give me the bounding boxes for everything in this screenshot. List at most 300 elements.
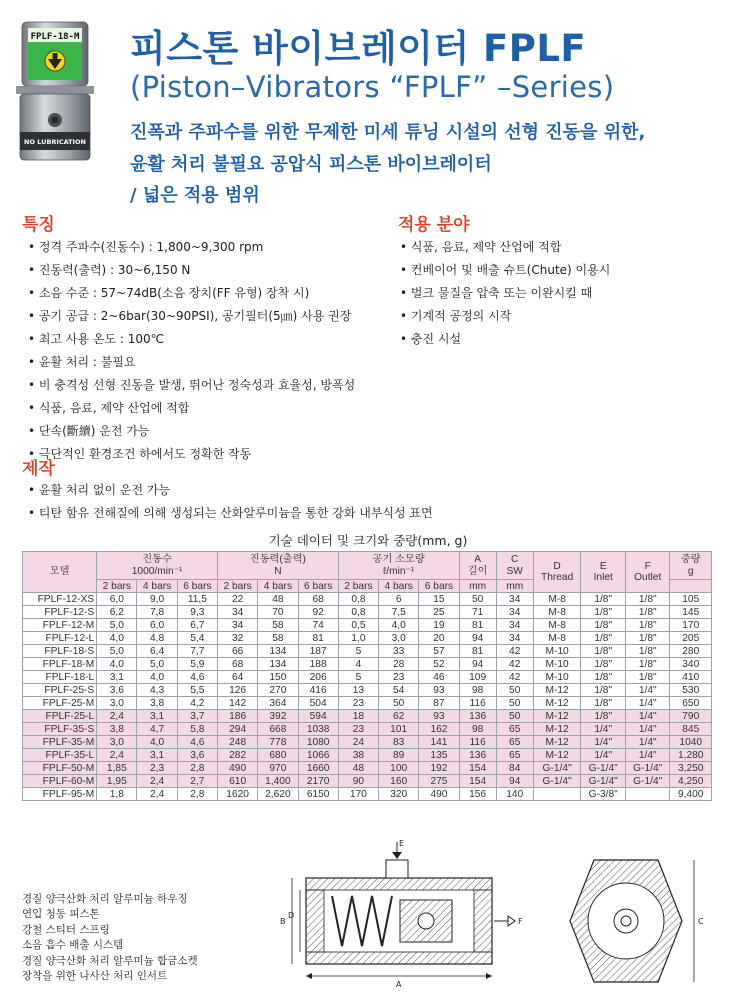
table-cell: 4,0 xyxy=(379,619,419,632)
applications-list xyxy=(400,238,610,353)
table-cell: 101 xyxy=(379,723,419,736)
table-cell: G-3/8" xyxy=(581,788,626,801)
table-cell: 9,0 xyxy=(137,593,177,606)
table-cell: 34 xyxy=(496,619,533,632)
table-row xyxy=(23,606,712,619)
table-cell: 1/8" xyxy=(581,671,626,684)
table-cell: 3,250 xyxy=(670,762,712,775)
table-cell: 46 xyxy=(419,671,459,684)
table-cell: 116 xyxy=(459,736,496,749)
table-cell: 1/8" xyxy=(581,593,626,606)
model-cell: FPLF-12-S xyxy=(23,606,97,619)
table-cell: 1/8" xyxy=(581,645,626,658)
table-cell: 50 xyxy=(496,710,533,723)
table-cell: 42 xyxy=(496,658,533,671)
table-cell: 66 xyxy=(217,645,257,658)
table-cell: 1,95 xyxy=(97,775,137,788)
feature-item: • 식품, 음료, 제약 산업에 적합 xyxy=(28,399,355,422)
table-cell: 1,8 xyxy=(97,788,137,801)
table-cell: M-10 xyxy=(533,671,581,684)
table-row xyxy=(23,671,712,684)
table-cell: 1/4" xyxy=(581,749,626,762)
table-cell: 2,4 xyxy=(97,749,137,762)
table-cell: 48 xyxy=(258,593,298,606)
table-cell: 9,3 xyxy=(177,606,217,619)
table-cell: 490 xyxy=(419,788,459,801)
table-cell: 530 xyxy=(670,684,712,697)
table-cell: 4,8 xyxy=(137,632,177,645)
table-cell: 490 xyxy=(217,762,257,775)
table-cell: 2170 xyxy=(298,775,338,788)
table-cell: 1/8" xyxy=(625,606,670,619)
header-bar: 4 bars xyxy=(258,580,298,593)
table-cell: 1/8" xyxy=(581,684,626,697)
table-cell: 1,85 xyxy=(97,762,137,775)
table-cell: 4,0 xyxy=(137,671,177,684)
part-item: 경질 양극산화 처리 알루미늄 하우징 xyxy=(22,893,188,905)
header-bar: 4 bars xyxy=(379,580,419,593)
table-cell: G-1/4" xyxy=(625,775,670,788)
table-cell: 416 xyxy=(298,684,338,697)
inlet-fitting xyxy=(386,860,408,878)
table-cell: 57 xyxy=(419,645,459,658)
table-cell: 1/8" xyxy=(625,658,670,671)
table-cell xyxy=(533,788,581,801)
model-cell: FPLF-18-M xyxy=(23,658,97,671)
model-cell: FPLF-95-M xyxy=(23,788,97,801)
header-weight-unit xyxy=(670,580,712,593)
table-cell: 1,280 xyxy=(670,749,712,762)
table-cell: 7,7 xyxy=(177,645,217,658)
table-cell: 1/4" xyxy=(625,684,670,697)
table-cell: 188 xyxy=(298,658,338,671)
table-cell: 5,5 xyxy=(177,684,217,697)
table-row xyxy=(23,788,712,801)
table-cell: 62 xyxy=(379,710,419,723)
table-cell: 22 xyxy=(217,593,257,606)
table-row xyxy=(23,658,712,671)
construction-item: • 윤활 처리 없이 운전 가능 xyxy=(28,481,433,504)
description-line: / 넓은 적용 범위 xyxy=(130,185,260,206)
part-item: 강철 스티터 스프링 xyxy=(22,923,110,936)
table-cell: 134 xyxy=(258,658,298,671)
table-cell: 192 xyxy=(419,762,459,775)
table-cell: 4,2 xyxy=(177,697,217,710)
table-cell: 206 xyxy=(298,671,338,684)
feature-item: • 극단적인 환경조건 하에서도 정확한 작동 xyxy=(28,445,355,468)
table-cell: 410 xyxy=(670,671,712,684)
table-cell: 2,3 xyxy=(137,762,177,775)
table-cell: 5,4 xyxy=(177,632,217,645)
table-cell: 1/4" xyxy=(625,710,670,723)
header-a: A 길이 xyxy=(459,552,496,580)
table-cell: 3,0 xyxy=(97,736,137,749)
table-cell: 92 xyxy=(298,606,338,619)
spec-table xyxy=(22,551,712,801)
header-bar: 6 bars xyxy=(298,580,338,593)
table-cell: 4 xyxy=(338,658,378,671)
table-cell: 1040 xyxy=(670,736,712,749)
table-cell: M-8 xyxy=(533,632,581,645)
table-cell: 50 xyxy=(379,697,419,710)
table-cell: 2,620 xyxy=(258,788,298,801)
table-cell: 11,5 xyxy=(177,593,217,606)
table-caption: 기술 데이터 및 크기와 중량(mm, g) xyxy=(268,533,468,548)
table-cell: 65 xyxy=(496,736,533,749)
table-cell: 5,0 xyxy=(97,645,137,658)
table-cell: 150 xyxy=(258,671,298,684)
table-row xyxy=(23,710,712,723)
table-cell: 6,2 xyxy=(97,606,137,619)
table-cell: 248 xyxy=(217,736,257,749)
features-list xyxy=(28,238,355,468)
feature-item: • 단속(斷續) 운전 가능 xyxy=(28,422,355,445)
model-cell: FPLF-18-L xyxy=(23,671,97,684)
table-cell: 275 xyxy=(419,775,459,788)
table-cell: 3,6 xyxy=(97,684,137,697)
table-cell: 81 xyxy=(298,632,338,645)
table-row xyxy=(23,593,712,606)
table-cell: 42 xyxy=(496,645,533,658)
table-cell: 109 xyxy=(459,671,496,684)
part-item: 경질 양극산화 처리 알루미늄 합금소켓 xyxy=(22,954,198,967)
header-e: E Inlet xyxy=(581,552,626,593)
table-cell: 71 xyxy=(459,606,496,619)
table-cell: 23 xyxy=(338,723,378,736)
table-cell: 42 xyxy=(496,671,533,684)
table-cell: 34 xyxy=(496,606,533,619)
table-cell: 4,0 xyxy=(97,632,137,645)
table-cell: 2,4 xyxy=(137,788,177,801)
table-cell: 135 xyxy=(419,749,459,762)
table-cell: 3,8 xyxy=(97,723,137,736)
table-cell: 205 xyxy=(670,632,712,645)
table-cell: 650 xyxy=(670,697,712,710)
table-cell: 7,8 xyxy=(137,606,177,619)
table-cell: 52 xyxy=(419,658,459,671)
header-bar: 2 bars xyxy=(338,580,378,593)
table-cell: 1660 xyxy=(298,762,338,775)
table-cell: M-8 xyxy=(533,593,581,606)
table-cell: 790 xyxy=(670,710,712,723)
table-cell: M-12 xyxy=(533,684,581,697)
table-cell: 145 xyxy=(670,606,712,619)
construction-item: • 티탄 함유 전해질에 의해 생성되는 산화알루미늄을 통한 강화 내부식성 표면 xyxy=(28,504,433,527)
photo-band-label: NO LUBRICATION xyxy=(24,138,86,146)
header-unit-mm: mm xyxy=(496,580,533,593)
table-cell: 1/4" xyxy=(625,749,670,762)
table-cell: 1/4" xyxy=(581,736,626,749)
model-cell: FPLF-25-L xyxy=(23,710,97,723)
table-cell: 24 xyxy=(338,736,378,749)
table-cell: M-12 xyxy=(533,697,581,710)
application-item: • 식품, 음료, 제약 산업에 적합 xyxy=(400,238,610,261)
header-frequency: 진동수 1000/min⁻¹ xyxy=(97,552,218,580)
table-cell: 4,7 xyxy=(137,723,177,736)
table-cell: 5,0 xyxy=(137,658,177,671)
table-cell: 34 xyxy=(217,606,257,619)
table-cell: M-12 xyxy=(533,749,581,762)
table-cell: 32 xyxy=(217,632,257,645)
features-title: 특징 xyxy=(22,215,55,235)
table-cell: 38 xyxy=(338,749,378,762)
table-cell: 186 xyxy=(217,710,257,723)
table-cell: 7,5 xyxy=(379,606,419,619)
table-cell: 50 xyxy=(496,684,533,697)
page-subtitle: (Piston–Vibrators “FPLF” –Series) xyxy=(130,70,615,104)
table-row xyxy=(23,775,712,788)
model-cell: FPLF-35-L xyxy=(23,749,97,762)
description-line: 윤활 처리 불필요 공압식 피스톤 바이브레이터 xyxy=(130,154,492,175)
table-cell: M-10 xyxy=(533,645,581,658)
label-a: A xyxy=(396,980,402,989)
table-cell: 270 xyxy=(258,684,298,697)
table-cell: 1/8" xyxy=(581,619,626,632)
description-line: 진폭과 주파수를 위한 무제한 미세 튜닝 시설의 선형 진동을 위한, xyxy=(130,122,646,143)
table-cell: 1/4" xyxy=(625,697,670,710)
table-row xyxy=(23,632,712,645)
table-cell: G-1/4" xyxy=(533,775,581,788)
table-cell: 50 xyxy=(496,697,533,710)
table-cell: 4,250 xyxy=(670,775,712,788)
application-item: • 컨베이어 및 배출 슈트(Chute) 이용시 xyxy=(400,261,610,284)
application-item: • 벌크 물질을 압축 또는 이완시킬 때 xyxy=(400,284,610,307)
label-f: F xyxy=(518,917,523,926)
table-cell: 1/8" xyxy=(625,645,670,658)
table-cell: M-12 xyxy=(533,736,581,749)
table-cell: 5,8 xyxy=(177,723,217,736)
table-cell: 1/4" xyxy=(581,723,626,736)
table-cell: 48 xyxy=(338,762,378,775)
table-cell: 4,0 xyxy=(137,736,177,749)
table-cell: 65 xyxy=(496,749,533,762)
model-cell: FPLF-60-M xyxy=(23,775,97,788)
table-cell xyxy=(625,788,670,801)
table-cell: 1038 xyxy=(298,723,338,736)
table-cell: 33 xyxy=(379,645,419,658)
table-cell: 87 xyxy=(419,697,459,710)
part-item: 장착을 위한 나사산 처리 인서트 xyxy=(22,969,168,982)
spec-table-body xyxy=(23,593,712,801)
table-cell: 3,1 xyxy=(97,671,137,684)
part-item: 소음 흡수 배출 시스템 xyxy=(22,939,124,952)
table-cell: M-8 xyxy=(533,619,581,632)
header-bar: 6 bars xyxy=(419,580,459,593)
table-cell: 81 xyxy=(459,645,496,658)
table-cell: 2,4 xyxy=(137,775,177,788)
table-cell: 778 xyxy=(258,736,298,749)
table-cell: 154 xyxy=(459,775,496,788)
table-cell: 105 xyxy=(670,593,712,606)
table-cell: 18 xyxy=(338,710,378,723)
table-cell: 668 xyxy=(258,723,298,736)
part-item: 연입 청동 피스톤 xyxy=(22,908,100,921)
table-cell: 50 xyxy=(459,593,496,606)
application-item: • 기계적 공정의 시작 xyxy=(400,307,610,330)
table-row xyxy=(23,749,712,762)
table-cell: 141 xyxy=(419,736,459,749)
table-cell: 116 xyxy=(459,697,496,710)
table-cell: 34 xyxy=(217,619,257,632)
table-cell: 1/8" xyxy=(581,606,626,619)
model-cell: FPLF-18-S xyxy=(23,645,97,658)
table-cell: 23 xyxy=(338,697,378,710)
table-cell: 25 xyxy=(419,606,459,619)
table-cell: 20 xyxy=(419,632,459,645)
table-cell: G-1/4" xyxy=(625,762,670,775)
header-model: 모델 xyxy=(23,552,97,593)
table-cell: 13 xyxy=(338,684,378,697)
table-cell: 2,4 xyxy=(97,710,137,723)
table-cell: 594 xyxy=(298,710,338,723)
table-cell: 136 xyxy=(459,710,496,723)
page-title: 피스톤 바이브레이터 FPLF xyxy=(130,27,587,70)
table-cell: 3,1 xyxy=(137,710,177,723)
table-cell: 100 xyxy=(379,762,419,775)
table-cell: 1/8" xyxy=(581,710,626,723)
table-cell: 34 xyxy=(496,632,533,645)
table-cell: M-12 xyxy=(533,723,581,736)
table-cell: 1/8" xyxy=(625,632,670,645)
table-cell: 1,400 xyxy=(258,775,298,788)
label-b: B xyxy=(280,917,286,926)
table-cell: 3,0 xyxy=(97,697,137,710)
header-air: 공기 소모량 ℓ/min⁻¹ xyxy=(338,552,459,580)
table-row xyxy=(23,697,712,710)
application-item: • 충진 시설 xyxy=(400,330,610,353)
header-bar: 6 bars xyxy=(177,580,217,593)
table-cell: 81 xyxy=(459,619,496,632)
table-cell: 3,0 xyxy=(379,632,419,645)
header-d: D Thread xyxy=(533,552,581,593)
table-cell: 162 xyxy=(419,723,459,736)
feature-item: • 비 충격성 선형 진동을 발생, 뛰어난 정숙성과 효율성, 방폭성 xyxy=(28,376,355,399)
table-cell: 58 xyxy=(258,632,298,645)
table-cell: 126 xyxy=(217,684,257,697)
table-cell: 23 xyxy=(379,671,419,684)
model-cell: FPLF-25-M xyxy=(23,697,97,710)
table-cell: 5,0 xyxy=(97,619,137,632)
table-cell: 845 xyxy=(670,723,712,736)
table-cell: 0,8 xyxy=(338,606,378,619)
table-cell: 19 xyxy=(419,619,459,632)
label-c: C xyxy=(698,917,704,926)
header-unit-mm: mm xyxy=(459,580,496,593)
model-cell: FPLF-12-XS xyxy=(23,593,97,606)
table-cell: 6,0 xyxy=(137,619,177,632)
parts-list xyxy=(22,891,198,983)
table-cell: 84 xyxy=(496,762,533,775)
label-e: E xyxy=(399,839,405,848)
table-cell: 98 xyxy=(459,723,496,736)
table-cell: 392 xyxy=(258,710,298,723)
feature-item: • 공기 공급 : 2~6bar(30~90PSI), 공기필터(5㎛) 사용 권장 xyxy=(28,307,355,330)
model-cell: FPLF-50-M xyxy=(23,762,97,775)
table-cell: 64 xyxy=(217,671,257,684)
feature-item: • 윤활 처리 : 불필요 xyxy=(28,353,355,376)
technical-drawing xyxy=(262,838,714,990)
header-f: F Outlet xyxy=(625,552,670,593)
table-cell: 170 xyxy=(338,788,378,801)
table-cell: 70 xyxy=(258,606,298,619)
table-cell: 610 xyxy=(217,775,257,788)
table-cell: 134 xyxy=(258,645,298,658)
table-cell: 9,400 xyxy=(670,788,712,801)
table-cell: 93 xyxy=(419,710,459,723)
table-cell: 187 xyxy=(298,645,338,658)
table-cell: 1,0 xyxy=(338,632,378,645)
table-cell: 364 xyxy=(258,697,298,710)
table-cell: 74 xyxy=(298,619,338,632)
header-force: 진동력(출력) N xyxy=(217,552,338,580)
table-cell: 4,0 xyxy=(97,658,137,671)
header-bar: 4 bars xyxy=(137,580,177,593)
construction-list xyxy=(28,481,433,527)
table-cell: 1620 xyxy=(217,788,257,801)
table-cell: M-12 xyxy=(533,710,581,723)
table-cell: 4,3 xyxy=(137,684,177,697)
table-cell: 5 xyxy=(338,645,378,658)
model-cell: FPLF-25-S xyxy=(23,684,97,697)
model-cell: FPLF-12-L xyxy=(23,632,97,645)
product-photo xyxy=(14,20,96,165)
table-cell: 54 xyxy=(379,684,419,697)
table-cell: 970 xyxy=(258,762,298,775)
table-cell: M-10 xyxy=(533,658,581,671)
header-c: C SW xyxy=(496,552,533,580)
table-cell: 280 xyxy=(670,645,712,658)
feature-item: • 진동력(출력) : 30~6,150 N xyxy=(28,261,355,284)
table-cell: G-1/4" xyxy=(581,775,626,788)
table-row xyxy=(23,684,712,697)
table-cell: 160 xyxy=(379,775,419,788)
table-cell: 282 xyxy=(217,749,257,762)
table-cell: 136 xyxy=(459,749,496,762)
table-cell: 0,5 xyxy=(338,619,378,632)
table-cell: 170 xyxy=(670,619,712,632)
table-cell: 154 xyxy=(459,762,496,775)
table-cell: 83 xyxy=(379,736,419,749)
feature-item: • 소음 수준 : 57~74dB(소음 장치(FF 유형) 장착 시) xyxy=(28,284,355,307)
table-cell: 2,8 xyxy=(177,762,217,775)
table-cell: 5 xyxy=(338,671,378,684)
table-cell: 320 xyxy=(379,788,419,801)
table-cell: 1066 xyxy=(298,749,338,762)
table-cell: 1080 xyxy=(298,736,338,749)
housing-section xyxy=(306,878,492,964)
table-row xyxy=(23,619,712,632)
header-bar: 2 bars xyxy=(217,580,257,593)
table-cell: 6,4 xyxy=(137,645,177,658)
table-row xyxy=(23,762,712,775)
table-cell: M-8 xyxy=(533,606,581,619)
table-cell: 6,7 xyxy=(177,619,217,632)
table-cell: 28 xyxy=(379,658,419,671)
table-cell: 1/8" xyxy=(625,593,670,606)
table-cell: 3,1 xyxy=(137,749,177,762)
table-cell: 3,6 xyxy=(177,749,217,762)
applications-title: 적용 분야 xyxy=(398,215,470,235)
table-cell: 68 xyxy=(298,593,338,606)
table-row xyxy=(23,736,712,749)
photo-label: FPLF-18-M xyxy=(30,32,80,42)
table-cell: 89 xyxy=(379,749,419,762)
table-cell: 94 xyxy=(459,632,496,645)
table-cell: 1/8" xyxy=(581,632,626,645)
table-cell: 4,6 xyxy=(177,736,217,749)
table-cell: 1/4" xyxy=(625,723,670,736)
table-cell: 142 xyxy=(217,697,257,710)
